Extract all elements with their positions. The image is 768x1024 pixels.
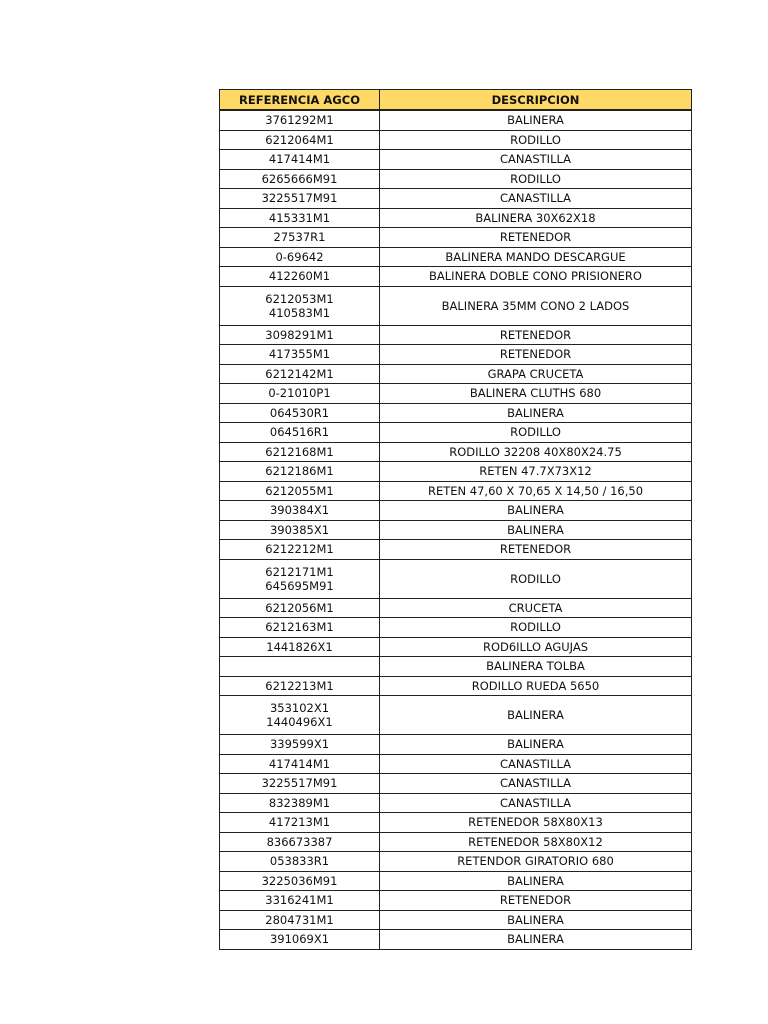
reference-cell [220,384,380,404]
description-cell: BALINERA [380,403,692,423]
description-cell: RETENEDOR 58X80X13 [380,813,692,833]
reference-cell [220,286,380,325]
reference-cell [220,832,380,852]
reference-code: 417414M1 [268,756,331,771]
reference-cell [220,598,380,618]
table-row [220,423,692,443]
description-cell: BALINERA CLUTHS 680 [380,384,692,404]
description-cell: ROD6ILLO AGUJAS [380,637,692,657]
reference-code: 645695M91 [265,578,334,593]
reference-cell [220,403,380,423]
reference-cell [220,852,380,872]
table-row [220,384,692,404]
reference-cell [220,910,380,930]
description-cell: RETEN 47,60 X 70,65 X 14,50 / 16,50 [380,481,692,501]
reference-code: 27537R1 [273,230,326,245]
reference-cell [220,228,380,248]
reference-code: 417213M1 [268,815,331,830]
reference-cell [220,774,380,794]
reference-cell [220,267,380,287]
table-row [220,735,692,755]
reference-cell [220,150,380,170]
reference-code: 390384X1 [269,503,330,518]
description-cell: BALINERA 30X62X18 [380,208,692,228]
description-cell: RETENEDOR [380,325,692,345]
table-row [220,637,692,657]
reference-cell [220,676,380,696]
table-row [220,481,692,501]
table-row [220,793,692,813]
table-row [220,189,692,209]
reference-code: 836673387 [266,834,333,849]
reference-cell [220,345,380,365]
table-row [220,345,692,365]
parts-table [219,89,692,950]
parts-sheet [219,89,691,950]
reference-code: 0-21010P1 [268,386,331,401]
table-row [220,832,692,852]
table-row [220,150,692,170]
reference-cell [220,520,380,540]
description-cell: RETEN 47.7X73X12 [380,462,692,482]
table-row [220,871,692,891]
reference-cell [220,540,380,560]
description-cell: BALINERA DOBLE CONO PRISIONERO [380,267,692,287]
reference-code: 3225517M91 [261,191,338,206]
description-cell: BALINERA [380,110,692,130]
table-row [220,754,692,774]
table-row [220,403,692,423]
description-cell: BALINERA [380,871,692,891]
reference-code: 053833R1 [269,854,330,869]
reference-cell [220,501,380,521]
description-cell: BALINERA [380,930,692,950]
table-row [220,852,692,872]
reference-code: 417355M1 [268,347,331,362]
header-description: DESCRIPCION [380,90,692,111]
table-row [220,910,692,930]
reference-cell [220,637,380,657]
table-body [220,110,692,949]
description-cell: RODILLO [380,423,692,443]
table-row [220,247,692,267]
description-cell: BALINERA MANDO DESCARGUE [380,247,692,267]
reference-code: 6212064M1 [265,132,334,147]
reference-code: 417414M1 [268,152,331,167]
reference-cell [220,696,380,735]
table-row [220,676,692,696]
table-row [220,364,692,384]
reference-code: 3761292M1 [265,113,334,128]
reference-cell [220,754,380,774]
table-row [220,130,692,150]
reference-code: 6212212M1 [265,542,334,557]
reference-code: 6212053M1 [265,291,334,306]
reference-cell [220,110,380,130]
reference-cell [220,793,380,813]
table-row [220,598,692,618]
reference-code: 6212163M1 [265,620,334,635]
description-cell: RETENEDOR [380,228,692,248]
description-cell: RODILLO [380,130,692,150]
reference-code: 6212055M1 [265,483,334,498]
description-cell: BALINERA [380,735,692,755]
reference-cell [220,325,380,345]
table-row [220,501,692,521]
description-cell: RODILLO [380,618,692,638]
reference-cell [220,442,380,462]
reference-code: 415331M1 [268,210,331,225]
reference-code: 832389M1 [268,795,331,810]
table-row [220,110,692,130]
reference-cell [220,169,380,189]
table-row [220,657,692,677]
reference-code: 3225036M91 [261,873,338,888]
table-row [220,696,692,735]
table-row [220,462,692,482]
table-row [220,228,692,248]
description-cell: BALINERA [380,501,692,521]
reference-cell [220,208,380,228]
reference-code: 064530R1 [269,405,330,420]
reference-cell [220,618,380,638]
reference-code: 6212186M1 [265,464,334,479]
table-row [220,618,692,638]
reference-code: 339599X1 [269,737,330,752]
reference-cell [220,891,380,911]
reference-cell [220,657,380,677]
reference-cell [220,930,380,950]
description-cell: RODILLO [380,559,692,598]
description-cell: RETENEDOR [380,540,692,560]
description-cell: CANASTILLA [380,774,692,794]
table-row [220,267,692,287]
table-row [220,325,692,345]
reference-code: 6212056M1 [265,600,334,615]
reference-code: 6212171M1 [265,564,334,579]
reference-code: 2804731M1 [265,912,334,927]
description-cell: CANASTILLA [380,189,692,209]
description-cell: RODILLO 32208 40X80X24.75 [380,442,692,462]
description-cell: CANASTILLA [380,150,692,170]
reference-cell [220,735,380,755]
reference-cell [220,462,380,482]
table-row [220,774,692,794]
reference-code: 6212168M1 [265,444,334,459]
table-row [220,286,692,325]
header-reference: REFERENCIA AGCO [220,90,380,111]
description-cell: RETENDOR GIRATORIO 680 [380,852,692,872]
reference-code: 1441826X1 [266,639,333,654]
description-cell: CRUCETA [380,598,692,618]
reference-cell [220,559,380,598]
table-row [220,813,692,833]
reference-code: 3316241M1 [265,893,334,908]
table-row [220,442,692,462]
reference-code: 410583M1 [268,305,331,320]
description-cell: CANASTILLA [380,793,692,813]
description-cell: BALINERA [380,910,692,930]
table-row [220,540,692,560]
reference-code: 3225517M91 [261,776,338,791]
reference-code: 6265666M91 [261,171,338,186]
reference-code: 3098291M1 [265,327,334,342]
reference-code: 6212213M1 [265,678,334,693]
reference-cell [220,423,380,443]
reference-code: 0-69642 [275,249,324,264]
description-cell: GRAPA CRUCETA [380,364,692,384]
description-cell: RODILLO RUEDA 5650 [380,676,692,696]
reference-cell [220,813,380,833]
description-cell: RODILLO [380,169,692,189]
reference-cell [220,871,380,891]
table-row [220,891,692,911]
table-row [220,520,692,540]
reference-code: 390385X1 [269,522,330,537]
reference-code: 064516R1 [269,425,330,440]
header-row [220,90,692,111]
description-cell: RETENEDOR 58X80X12 [380,832,692,852]
description-cell: BALINERA [380,520,692,540]
description-cell: CANASTILLA [380,754,692,774]
reference-cell [220,189,380,209]
reference-cell [220,130,380,150]
table-row [220,559,692,598]
description-cell: BALINERA 35MM CONO 2 LADOS [380,286,692,325]
table-row [220,930,692,950]
reference-cell [220,364,380,384]
table-row [220,208,692,228]
reference-code: 412260M1 [268,269,331,284]
description-cell: BALINERA [380,696,692,735]
reference-cell [220,247,380,267]
description-cell: RETENEDOR [380,891,692,911]
table-row [220,169,692,189]
reference-code: 6212142M1 [265,366,334,381]
reference-cell [220,481,380,501]
description-cell: BALINERA TOLBA [380,657,692,677]
reference-code: 391069X1 [269,932,330,947]
reference-code: 353102X1 [269,701,330,715]
description-cell: RETENEDOR [380,345,692,365]
reference-code: 1440496X1 [266,715,333,729]
